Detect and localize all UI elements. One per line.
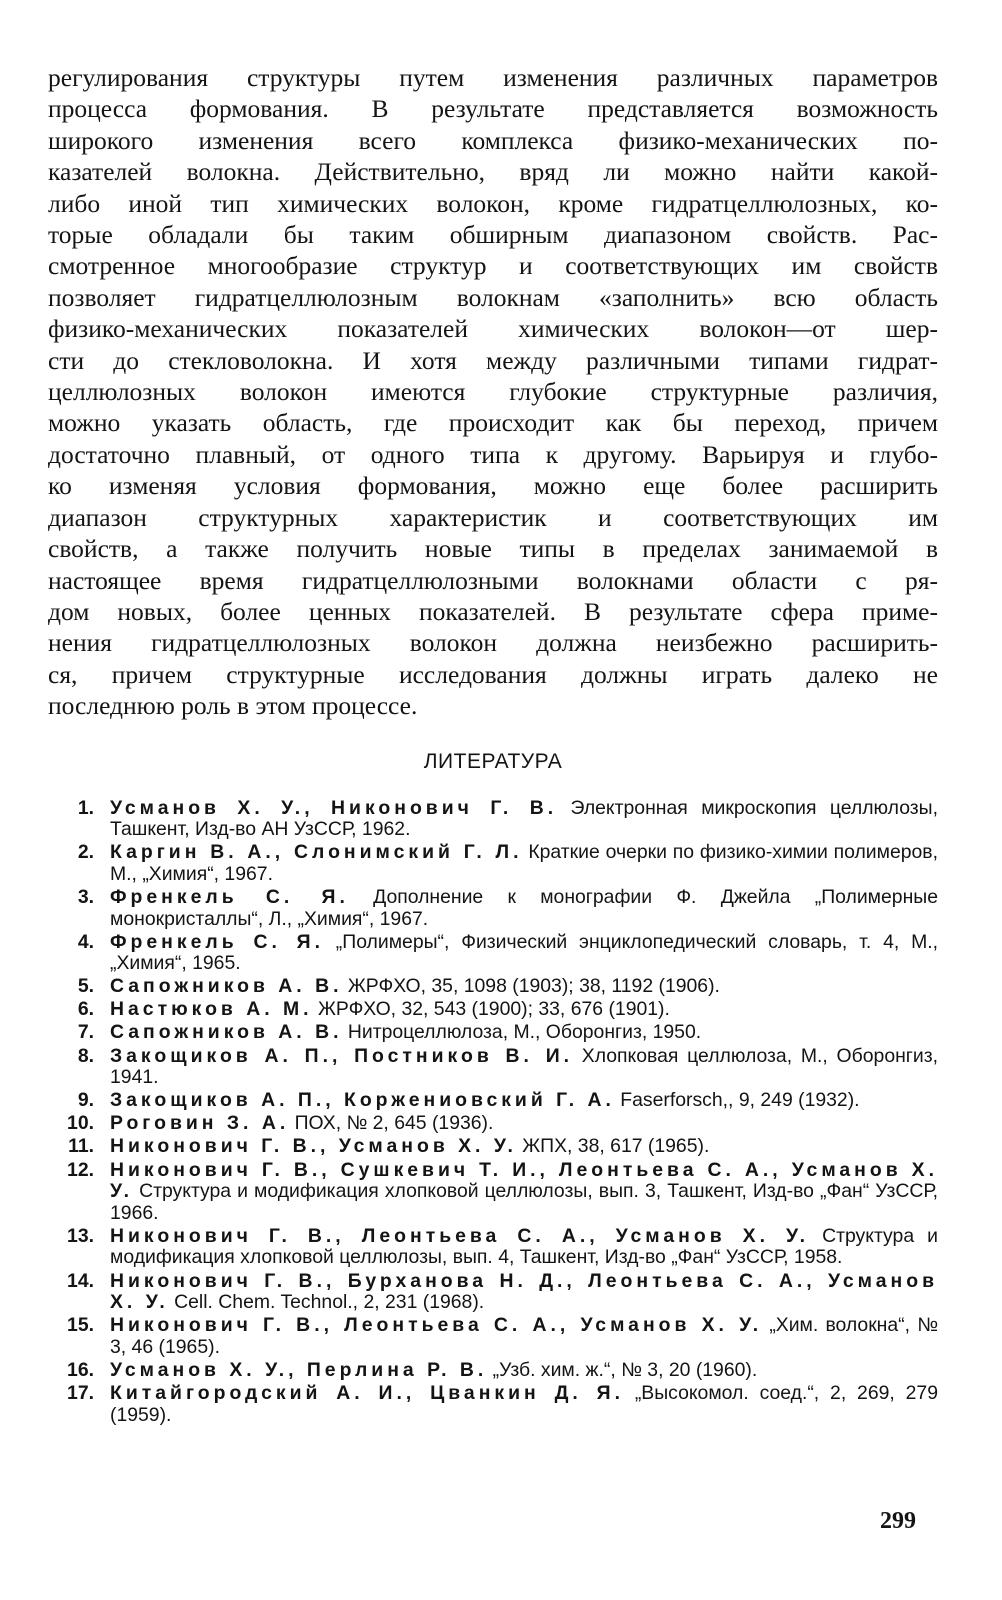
reference-text: „Хим. волокна“, № 3, 46 (1965). [110, 1314, 939, 1358]
reference-authors: Френкель С. Я. [110, 885, 349, 908]
reference-number: 6. [77, 998, 94, 1021]
reference-authors: Настюков А. М. [110, 998, 313, 1021]
reference-authors: Никонович Г. В., Леонтьева С. А., Усманов Х. У. [110, 1314, 763, 1337]
reference-text: ЖРФХО, 35, 1098 (1903); 38, 1192 (1906). [342, 975, 720, 998]
reference-text: „Полимеры“, Физический энциклопедический словарь, т. 4, М., „Химия“, 1965. [110, 930, 938, 975]
body-line: торые обладали бы таким обширным диапазоном свойств. Рас- [48, 220, 938, 250]
reference-item [48, 1160, 938, 1225]
reference-text: Электронная микроскопия целлюлозы, Ташкент, Изд-во АН УзССР, 1962. [110, 796, 938, 841]
reference-item [48, 976, 938, 998]
reference-text: Структура и модификация хлопковой целлюлозы, вып. 3, Ташкент, Изд-во „Фан“ УзССР, 1966. [110, 1180, 938, 1224]
reference-authors: Никонович Г. В., Бурханова Н. Д., Леонтьева С. А., Усманов Х. У. [110, 1269, 938, 1314]
body-line: последнюю роль в этом процессе. [48, 691, 418, 721]
reference-number: 5. [77, 975, 94, 998]
reference-number: 7. [77, 1021, 94, 1044]
body-line: физико-механических показателей химических волокон—от шер- [48, 314, 938, 344]
reference-item [48, 1136, 938, 1158]
reference-text: Нитроцеллюлоза, М., Оборонгиз, 1950. [342, 1021, 702, 1044]
reference-number: 2. [77, 841, 94, 864]
reference-number: 1. [77, 796, 94, 819]
reference-number: 9. [77, 1089, 94, 1112]
reference-authors: Никонович Г. В., Леонтьева С. А., Усманов Х. У. [110, 1224, 810, 1247]
reference-item [48, 887, 938, 930]
reference-number: 11. [68, 1135, 94, 1158]
reference-number: 15. [67, 1314, 94, 1337]
reference-number: 4. [77, 930, 94, 953]
reference-item [48, 1315, 938, 1358]
reference-authors: Закощиков А. П., Постников В. И. [110, 1044, 574, 1067]
reference-authors: Усманов Х. У., Перлина Р. В. [110, 1358, 488, 1381]
reference-list [48, 798, 938, 1427]
body-line: ся, причем структурные исследования должны играть далеко не [48, 659, 938, 689]
reference-authors: Каргин В. А., Слонимский Г. Л. [110, 841, 523, 864]
reference-number: 12. [67, 1158, 94, 1181]
reference-item [48, 932, 938, 975]
reference-item [48, 1090, 938, 1112]
reference-text: Хлопковая целлюлоза, М., Оборонгиз, 1941. [110, 1044, 938, 1089]
body-line: процесса формования. В результате представляется возможность [48, 94, 938, 124]
reference-number: 3. [77, 885, 94, 908]
body-line: либо иной тип химических волокон, кроме гидратцеллюлозных, ко- [48, 188, 938, 218]
body-line: настоящее время гидратцеллюлозными волокнами области с ря- [48, 565, 938, 595]
body-line: свойств, а также получить новые типы в пределах занимаемой в [48, 534, 938, 564]
reference-text: Краткие очерки по физико-химии полимеров, М., „Химия“, 1967. [110, 841, 938, 885]
reference-authors: Никонович Г. В., Усманов Х. У. [110, 1135, 517, 1158]
reference-number: 17. [67, 1381, 94, 1404]
reference-number: 10. [67, 1112, 94, 1135]
body-line: ко изменяя условия формования, можно еще более расширить [48, 471, 938, 501]
reference-item [48, 1360, 938, 1382]
reference-item [48, 1113, 938, 1135]
reference-text: ПОХ, № 2, 645 (1936). [289, 1112, 494, 1135]
reference-authors: Закощиков А. П., Коржениовский Г. А. [110, 1089, 615, 1112]
reference-authors: Китайгородский А. И., Цванкин Д. Я. [110, 1381, 624, 1404]
reference-authors: Сапожников А. В. [110, 975, 343, 998]
reference-authors: Роговин З. А. [110, 1112, 290, 1135]
reference-text: „Узб. хим. ж.“, № 3, 20 (1960). [487, 1358, 758, 1381]
reference-item [48, 1022, 938, 1044]
book-page [48, 62, 938, 1428]
body-line: широкого изменения всего комплекса физико-механических по- [48, 125, 938, 155]
reference-text: Структура и модификация хлопковой целлюлозы, вып. 4, Ташкент, Изд-во „Фан“ УзССР, 1958. [110, 1224, 938, 1269]
reference-text: Faserforsch,, 9, 249 (1932). [614, 1089, 860, 1112]
body-line: достаточно плавный, от одного типа к другому. Варьируя и глубо- [48, 439, 938, 469]
reference-number: 14. [67, 1269, 94, 1292]
reference-text: ЖРФХО, 32, 543 (1900); 33, 676 (1901). [312, 998, 670, 1021]
reference-authors: Сапожников А. В. [110, 1021, 343, 1044]
body-line: целлюлозных волокон имеются глубокие структурные различия, [48, 377, 938, 407]
reference-number: 8. [77, 1044, 94, 1067]
reference-authors: Никонович Г. В., Сушкевич Т. И., Леонтьева С. А., Усманов Х. У. [110, 1158, 938, 1203]
body-line: сти до стекловолокна. И хотя между различными типами гидрат- [48, 345, 938, 375]
reference-item [48, 1046, 938, 1089]
body-line: позволяет гидратцеллюлозным волокнам «заполнить» всю область [48, 282, 938, 312]
body-line: дом новых, более ценных показателей. В результате сфера приме- [48, 596, 938, 626]
reference-item [48, 798, 938, 841]
reference-number: 16. [67, 1358, 94, 1381]
reference-text: Дополнение к монографии Ф. Джейла „Полимерные монокристаллы“, Л., „Химия“, 1967. [110, 885, 938, 930]
references-heading: ЛИТЕРАТУРА [423, 749, 563, 773]
reference-item [48, 842, 938, 885]
reference-authors: Усманов Х. У., Никонович Г. В. [110, 796, 558, 819]
reference-item [48, 1271, 938, 1314]
body-line: смотренное многообразие структур и соответствующих им свойств [48, 251, 938, 281]
body-line: казателей волокна. Действительно, вряд ли можно найти какой- [48, 157, 938, 187]
body-line: можно указать область, где происходит как бы переход, причем [48, 408, 938, 438]
body-line: диапазон структурных характеристик и соответствующих им [48, 502, 938, 532]
body-line: нения гидратцеллюлозных волокон должна неизбежно расширить- [48, 628, 938, 658]
page-number: 299 [880, 1508, 916, 1534]
reference-authors: Френкель С. Я. [110, 930, 324, 953]
reference-text: „Высокомол. соед.“, 2, 269, 279 (1959). [110, 1381, 938, 1426]
reference-item [48, 999, 938, 1021]
reference-text: ЖПХ, 38, 617 (1965). [516, 1135, 710, 1158]
body-paragraph [48, 62, 938, 722]
reference-text: Cell. Chem. Technol., 2, 231 (1968). [168, 1291, 485, 1314]
body-line: регулирования структуры путем изменения различных параметров [48, 63, 938, 92]
reference-number: 13. [67, 1224, 94, 1247]
reference-item [48, 1383, 938, 1426]
reference-item [48, 1226, 938, 1269]
